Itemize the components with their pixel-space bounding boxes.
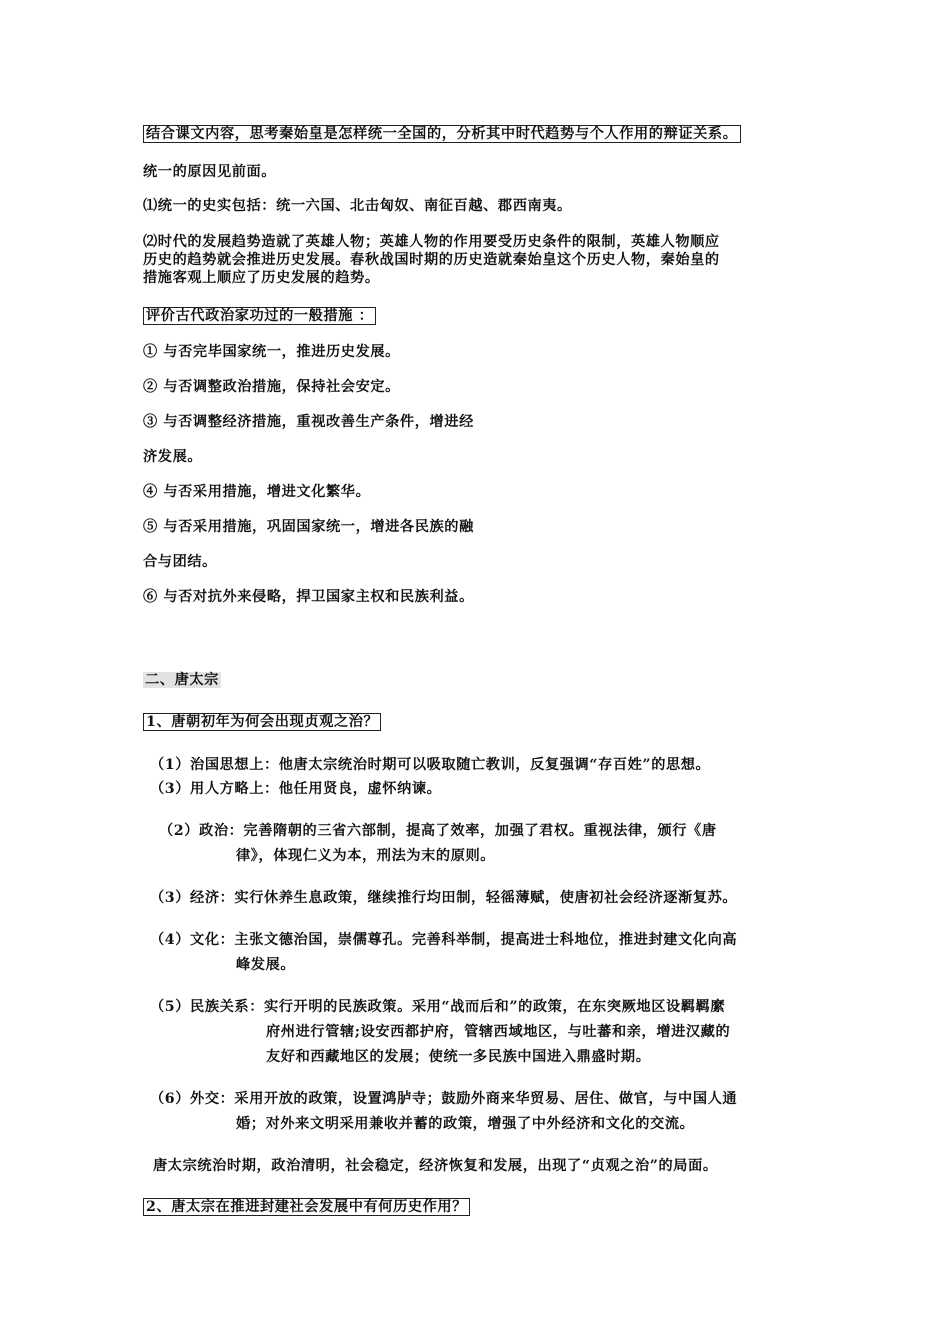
tang-economy: （3）经济：实行休养生息政策，继续推行均田制，轻徭薄赋，使唐初社会经济逐渐复苏。 [150,890,738,906]
tang-politics-line-1: （2）政治：完善隋朝的三省六部制，提高了效率，加强了君权。重视法律，颁行《唐 [159,823,717,839]
evaluate-item: ⑥ 与否对抗外来侵略，捍卫国家主权和民族利益。 [143,589,474,605]
tang-culture-line-1: （4）文化：主张文德治国，崇儒尊孔。完善科举制，提高进士科地位，推进封建文化向高 [150,932,738,948]
tang-summary: 唐太宗统治时期，政治清明，社会稳定，经济恢复和发展，出现了“贞观之治”的局面。 [153,1158,718,1174]
section-heading-tang: 二、唐太宗 [145,672,219,688]
tang-question-2: 2、唐太宗在推进封建社会发展中有何历史作用？ [143,1198,470,1216]
qin-point-2-line-2: 历史的趋势就会推进历史发展。春秋战国时期的历史造就秦始皇这个历史人物，秦始皇的 [143,252,720,268]
tang-ethnic-line-2: 府州进行管辖;设安西都护府，管辖西域地区，与吐蕃和亲，增进汉藏的 [266,1024,731,1040]
evaluate-item: ③ 与否调整经济措施，重视改善生产条件，增进经 [143,414,474,430]
qin-reason: 统一的原因见前面。 [143,164,277,180]
tang-question-1: 1、唐朝初年为何会出现贞观之治？ [143,713,381,731]
evaluate-item-cont: 合与团结。 [143,554,217,570]
tang-culture-line-2: 峰发展。 [236,957,296,973]
tang-ethnic-line-3: 友好和西藏地区的发展；使统一多民族中国进入鼎盛时期。 [266,1049,651,1065]
evaluate-heading: 评价古代政治家功过的一般措施 ： [143,307,376,325]
tang-thought: （1）治国思想上：他唐太宗统治时期可以吸取随亡教训，反复强调“存百姓”的思想。 [150,757,711,773]
qin-question: 结合课文内容，思考秦始皇是怎样统一全国的，分析其中时代趋势与个人作用的辩证关系。 [143,125,741,143]
evaluate-item: ⑤ 与否采用措施，巩固国家统一，增进各民族的融 [143,519,474,535]
evaluate-item-cont: 济发展。 [143,449,203,465]
tang-diplomacy-line-2: 婚；对外来文明采用兼收并蓄的政策，增强了中外经济和文化的交流。 [236,1116,695,1132]
tang-talent: （3）用人方略上：他任用贤良，虚怀纳谏。 [150,781,442,797]
qin-point-2-line-3: 措施客观上顺应了历史发展的趋势。 [143,270,380,286]
qin-point-1: ⑴统一的史实包括：统一六国、北击匈奴、南征百越、郡西南夷。 [143,198,572,214]
qin-point-2-line-1: ⑵时代的发展趋势造就了英雄人物；英雄人物的作用要受历史条件的限制，英雄人物顺应 [143,234,720,250]
tang-politics-line-2: 律》，体现仁义为本，刑法为末的原则。 [236,848,496,864]
evaluate-item: ④ 与否采用措施，增进文化繁华。 [143,484,371,500]
evaluate-item: ② 与否调整政治措施，保持社会安定。 [143,379,400,395]
tang-ethnic-line-1: （5）民族关系：实行开明的民族政策。采用“战而后和”的政策，在东突厥地区设羁羁縻 [150,999,726,1015]
evaluate-item: ① 与否完毕国家统一，推进历史发展。 [143,344,400,360]
tang-diplomacy-line-1: （6）外交：采用开放的政策，设置鸿胪寺；鼓励外商来华贸易、居住、做官，与中国人通 [150,1091,738,1107]
